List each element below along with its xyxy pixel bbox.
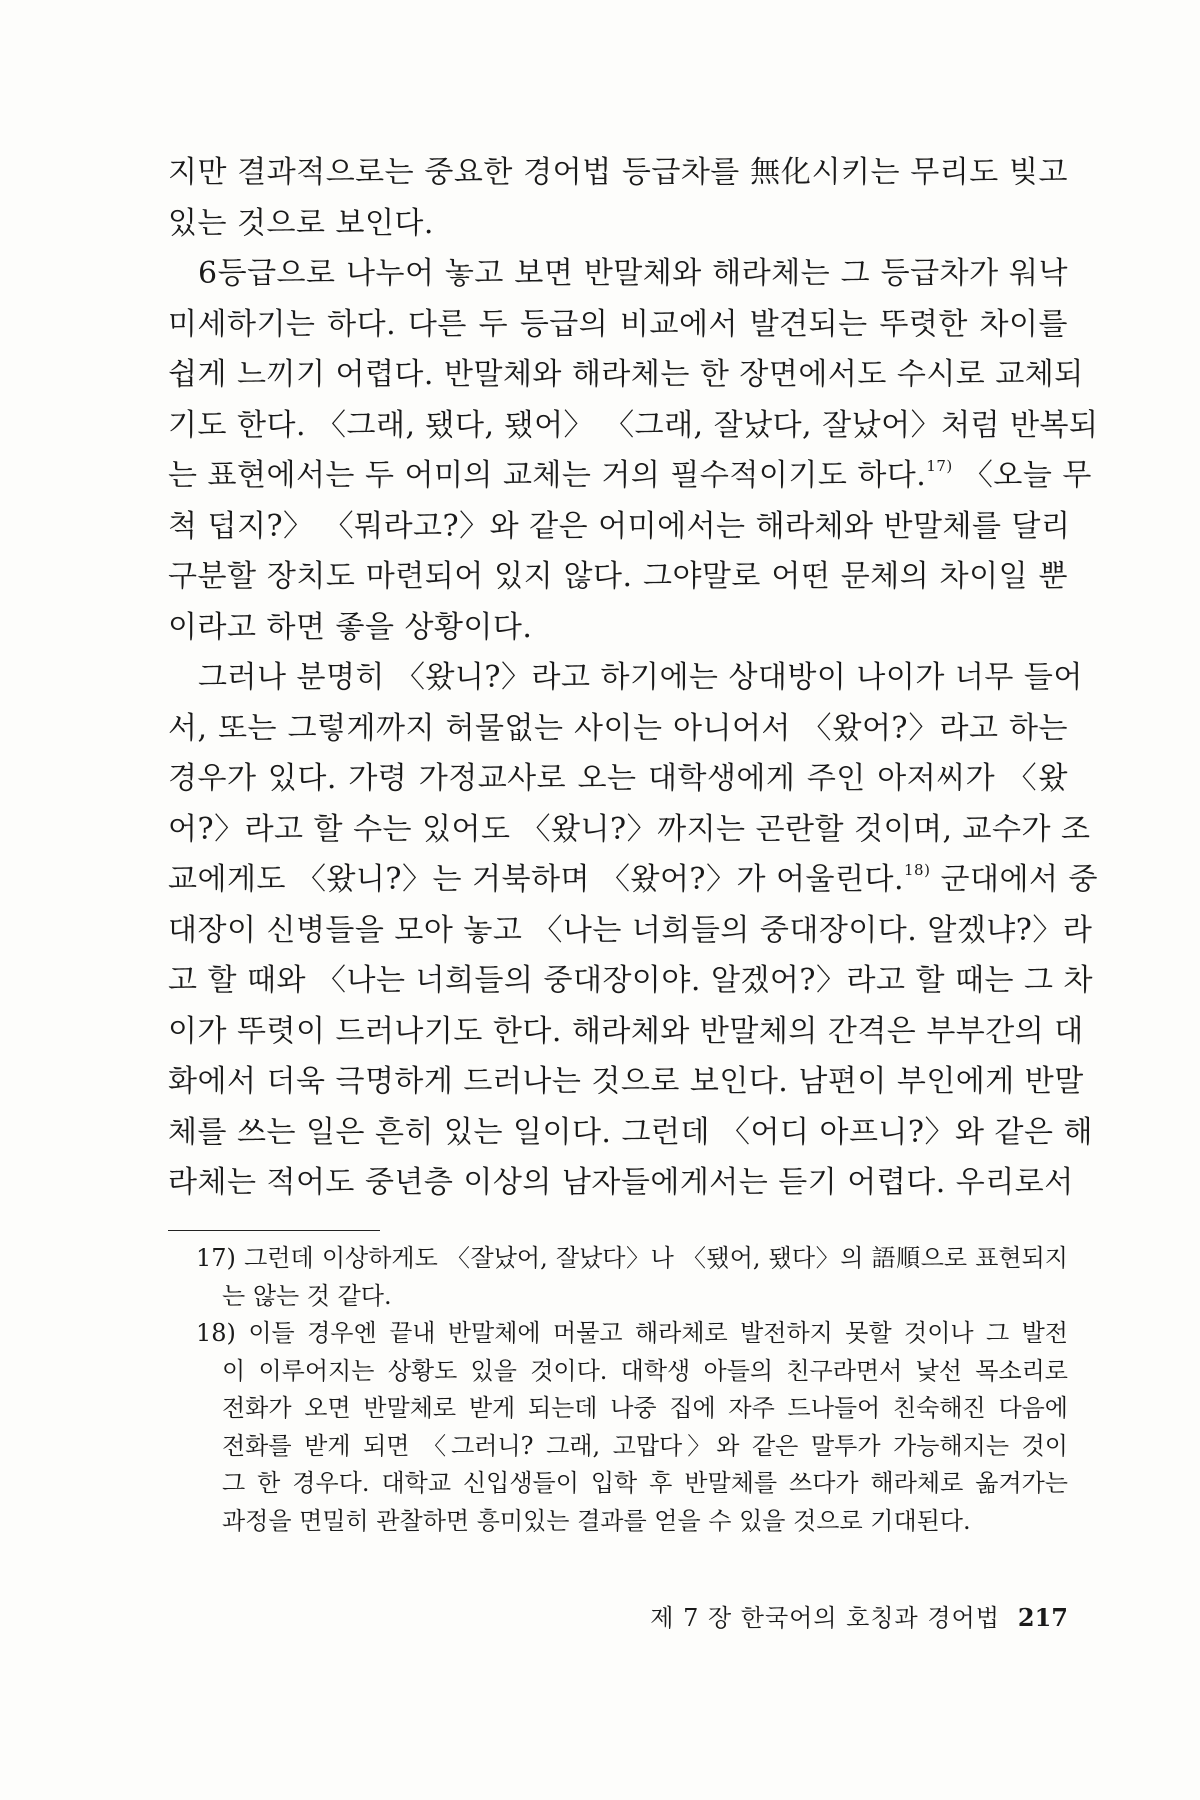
text-line: 구분할 장치도 마련되어 있지 않다. 그야말로 어떤 문체의 차이일 뿐 <box>168 559 1068 594</box>
footnote-line: 전화를 받게 되면 〈그러니? 그래, 고맙다〉와 같은 말투가 가능해지는 것이 <box>222 1431 1068 1460</box>
page-number: 217 <box>1017 1603 1068 1632</box>
text-line: 지만 결과적으로는 중요한 경어법 등급차를 無化시키는 무리도 빚고 <box>168 155 1068 190</box>
running-footer <box>600 1598 1068 1633</box>
text-line: 고 할 때와 〈나는 너희들의 중대장이야. 알겠어?〉라고 할 때는 그 차 <box>168 963 1093 998</box>
text-segment: 교에게도 〈왔니?〉는 거북하며 〈왔어?〉가 어울린다. <box>168 862 904 897</box>
chapter-title: 제 7 장 한국어의 호칭과 경어법 <box>650 1604 1000 1632</box>
text-segment: 〈오늘 무 <box>962 458 1092 493</box>
footnote-divider <box>168 1230 380 1231</box>
text-line: 화에서 더욱 극명하게 드러나는 것으로 보인다. 남편이 부인에게 반말 <box>168 1064 1084 1099</box>
text-segment: 군대에서 중 <box>940 862 1098 897</box>
footnote-18 <box>196 1315 1068 1540</box>
text-segment: 는 표현에서는 두 어미의 교체는 거의 필수적이기도 하다. <box>168 458 927 493</box>
footnote-line: 과정을 면밀히 관찰하면 흥미있는 결과를 얻을 수 있을 것으로 기대된다. <box>222 1506 971 1535</box>
text-line: 서, 또는 그렇게까지 허물없는 사이는 아니어서 〈왔어?〉라고 하는 <box>168 710 1068 746</box>
text-line <box>168 855 1098 906</box>
footnote-line: 이 이루어지는 상황도 있을 것이다. 대학생 아들의 친구라면서 낯선 목소리로 <box>222 1356 1068 1385</box>
text-line: 쉽게 느끼기 어렵다. 반말체와 해라체는 한 장면에서도 수시로 교체되 <box>168 357 1084 392</box>
footnote-line: 17) 그런데 이상하게도 〈잘났어, 잘났다〉나 〈됐어, 됐다〉의 語順으로 표현되지 <box>196 1244 1068 1272</box>
text-segment: 기도 한다. 〈그래, 됐다, 됐어〉 〈그래, 잘났다, 잘났어〉처럼 반복되 <box>168 407 1099 443</box>
text-line: 경우가 있다. 가령 가정교사로 오는 대학생에게 주인 아저씨가 〈왔 <box>168 761 1068 796</box>
text-line: 그러나 분명히 〈왔니?〉라고 하기에는 상대방이 나이가 너무 들어 <box>198 660 1083 695</box>
footnote-line: 전화가 오면 반말체로 받게 되는데 나중 집에 자주 드나들어 친숙해진 다음에 <box>222 1394 1068 1422</box>
footnote-line: 는 않는 것 같다. <box>222 1281 392 1310</box>
footnote-17 <box>196 1240 1068 1315</box>
footnote-ref-18[interactable]: 18) <box>904 861 931 879</box>
text-line <box>168 401 1099 452</box>
footnote-line: 18) 이들 경우엔 끝내 반말체에 머물고 해라체로 발전하지 못할 것이나 그 발전 <box>196 1319 1068 1347</box>
text-line: 이가 뚜렷이 드러나기도 한다. 해라체와 반말체의 간격은 부부간의 대 <box>168 1013 1084 1049</box>
text-line: 이라고 하면 좋을 상황이다. <box>168 609 533 645</box>
text-line: 있는 것으로 보인다. <box>168 205 434 241</box>
text-line: 체를 쓰는 일은 흔히 있는 일이다. 그런데 〈어디 아프니?〉와 같은 해 <box>168 1114 1093 1150</box>
text-line: 어?〉라고 할 수는 있어도 〈왔니?〉까지는 곤란할 것이며, 교수가 조 <box>168 811 1091 847</box>
body-text <box>168 148 1099 1209</box>
footnote-line: 그 한 경우다. 대학교 신입생들이 입학 후 반말체를 쓰다가 해라체로 옮겨가는 <box>222 1469 1068 1497</box>
text-line: 라체는 적어도 중년층 이상의 남자들에게서는 듣기 어렵다. 우리로서 <box>168 1165 1074 1200</box>
text-line: 미세하기는 하다. 다른 두 등급의 비교에서 발견되는 뚜렷한 차이를 <box>168 306 1068 342</box>
text-line: 척 덥지?〉 〈뭐라고?〉와 같은 어미에서는 해라체와 반말체를 달리 <box>168 508 1071 544</box>
footnotes <box>196 1240 1068 1540</box>
footnote-ref-17[interactable]: 17) <box>926 457 953 475</box>
text-line <box>168 451 1092 502</box>
text-line: 6등급으로 나누어 놓고 보면 반말체와 해라체는 그 등급차가 워낙 <box>198 256 1068 291</box>
text-line: 대장이 신병들을 모아 놓고 〈나는 너희들의 중대장이다. 알겠냐?〉라 <box>168 912 1093 948</box>
